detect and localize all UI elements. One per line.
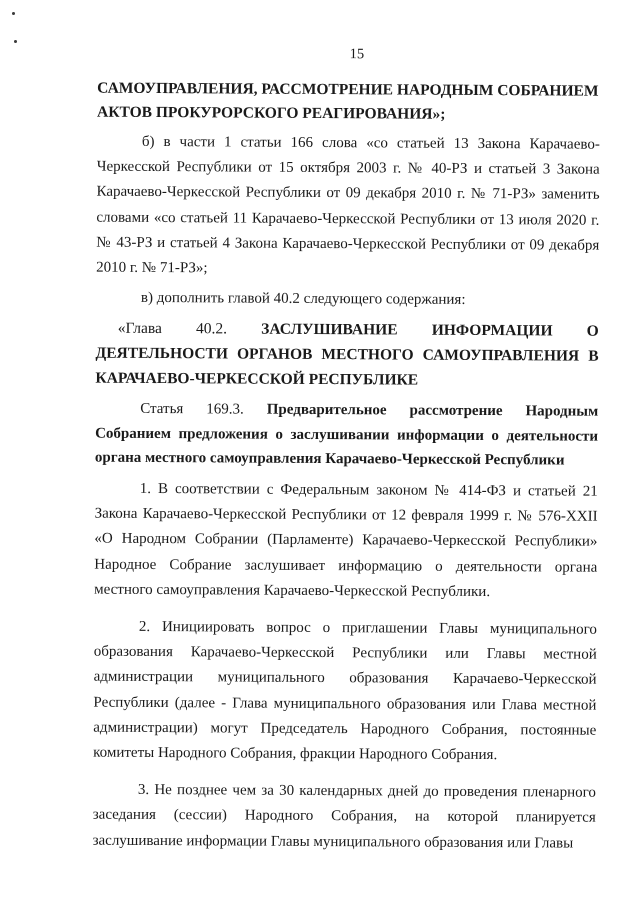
amendment-item-v: в) дополнить главой 40.2 следующего содержания: <box>140 290 466 309</box>
article-title: Предварительное рассмотрение Народным Собранием предложения о заслушивании информации о деятельности органа местного самоуправления Карачаево-Черкесской Республики <box>94 402 599 469</box>
page-number: 15 <box>349 46 365 63</box>
amendment-item-b: б) в части 1 статьи 166 слова «со статьей 13 Закона Карачаево-Черкесской Республики от 15 октября 2003 г. № 40-РЗ и статьей 3 Закона Карачаево-Черкесской Республики от 09 декабря 2010 г. № 71-РЗ» заменить словами «со статьей 11 Карачаево-Черкесской Республики от 13 июля 2020 г. № 43-РЗ и статьей 4 Закона Карачаево-Черкесской Республики от 09 декабря 2010 г. № 71-РЗ»; <box>96 133 600 277</box>
chapter-heading-continuation: САМОУПРАВЛЕНИЯ, РАССМОТРЕНИЕ НАРОДНЫМ СОБРАНИЕМ АКТОВ ПРОКУРОРСКОГО РЕАГИРОВАНИЯ»; <box>97 79 599 123</box>
article-paragraph-3: 3. Не позднее чем за 30 календарных дней до проведения пленарного заседания (сессии) Народного Собрания, на которой планируется заслушивание информации Главы муниципального образования или Главы <box>92 782 596 852</box>
article-heading <box>95 397 598 474</box>
article-paragraph-1: 1. В соответствии с Федеральным законом № 414-ФЗ и статьей 21 Закона Карачаево-Черкесской Республики от 12 февраля 1999 г. № 576-XXII «О Народном Собрании (Парламенте) Карачаево-Черкесской Республики» Народное Собрание заслушивает информацию о деятельности органа местного самоуправления Карачаево-Черкесской Республики. <box>94 480 598 600</box>
chapter-title <box>95 316 598 394</box>
chapter-number: «Глава 40.2. <box>117 320 228 338</box>
article-paragraph-2: 2. Инициировать вопрос о приглашении Главы муниципального образования Карачаево-Черкесской Республики или Главы местной администрации муниципального образования Карачаево-Черкесской Республики (далее - Глава муниципального образования или Глава местной администрации) могут Председатель Народного Собрания, постоянные комитеты Народного Собрания, фракции Народного Собрания. <box>93 618 597 764</box>
article-number: Статья 169.3. <box>140 401 244 418</box>
chapter-name: ЗАСЛУШИВАНИЕ ИНФОРМАЦИИ О ДЕЯТЕЛЬНОСТИ ОРГАНОВ МЕСТНОГО САМОУПРАВЛЕНИЯ В КАРАЧАЕВО-ЧЕРКЕССКОЙ РЕСПУБЛИКЕ <box>95 321 599 390</box>
